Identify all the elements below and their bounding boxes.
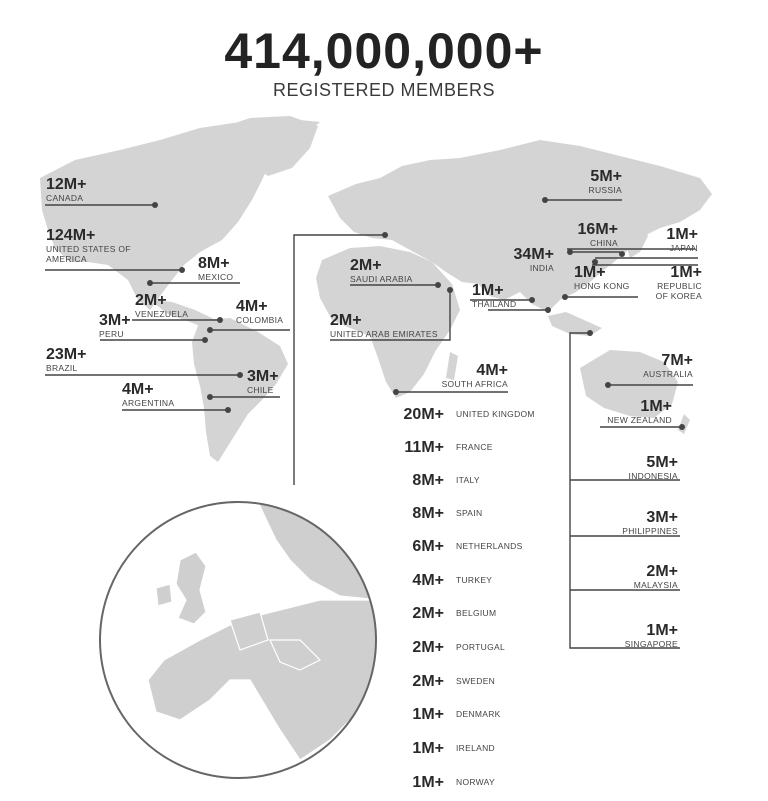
label-japan bbox=[640, 226, 698, 253]
label-philippines bbox=[600, 509, 678, 536]
label-singapore bbox=[600, 622, 678, 649]
total-members-label: REGISTERED MEMBERS bbox=[272, 80, 496, 100]
europe-inset bbox=[100, 496, 380, 778]
value: 34M+ bbox=[513, 246, 554, 263]
label-korea bbox=[640, 264, 702, 301]
value: 3M+ bbox=[646, 509, 678, 526]
label-usa bbox=[46, 227, 131, 264]
value: 11M+ bbox=[404, 439, 444, 456]
name: JAPAN bbox=[669, 243, 698, 253]
europe-row-denmark bbox=[396, 706, 501, 726]
label-south-africa bbox=[430, 362, 508, 389]
label-chile bbox=[247, 368, 279, 395]
value: 1M+ bbox=[646, 622, 678, 639]
name: AUSTRALIA bbox=[643, 369, 693, 379]
value: 8M+ bbox=[412, 505, 444, 522]
name: INDIA bbox=[529, 263, 554, 273]
name: THAILAND bbox=[472, 299, 517, 309]
value: 2M+ bbox=[350, 257, 382, 274]
label-venezuela bbox=[135, 292, 188, 319]
name: FRANCE bbox=[456, 442, 493, 452]
value: 2M+ bbox=[330, 312, 362, 329]
europe-row-norway bbox=[396, 774, 495, 794]
label-colombia bbox=[236, 298, 283, 325]
value: 7M+ bbox=[661, 352, 693, 369]
value: 2M+ bbox=[646, 563, 678, 580]
value: 20M+ bbox=[403, 406, 444, 423]
value: 1M+ bbox=[574, 264, 606, 281]
value: 4M+ bbox=[236, 298, 268, 315]
name-line1: REPUBLIC bbox=[657, 281, 702, 291]
name: ITALY bbox=[456, 475, 480, 485]
europe-row-uk bbox=[396, 406, 535, 426]
value: 1M+ bbox=[412, 774, 444, 791]
name: ARGENTINA bbox=[122, 398, 175, 408]
name-line2: OF KOREA bbox=[655, 291, 702, 301]
name: UNITED ARAB EMIRATES bbox=[330, 329, 438, 339]
europe-row-netherlands bbox=[396, 538, 523, 558]
name: INDONESIA bbox=[628, 471, 678, 481]
name: COLOMBIA bbox=[236, 315, 284, 325]
name: CHINA bbox=[590, 238, 618, 248]
europe-row-france bbox=[396, 439, 493, 459]
name: HONG KONG bbox=[574, 281, 630, 291]
name: SAUDI ARABIA bbox=[350, 274, 413, 284]
value: 1M+ bbox=[666, 226, 698, 243]
europe-row-sweden bbox=[396, 673, 495, 693]
name-line1: UNITED STATES OF bbox=[46, 244, 131, 254]
value: 5M+ bbox=[646, 454, 678, 471]
value: 1M+ bbox=[412, 706, 444, 723]
value: 12M+ bbox=[46, 176, 87, 193]
label-thailand bbox=[472, 282, 516, 309]
name: IRELAND bbox=[456, 743, 495, 753]
value: 5M+ bbox=[590, 168, 622, 185]
value: 2M+ bbox=[412, 673, 444, 690]
name: MALAYSIA bbox=[633, 580, 678, 590]
name: BELGIUM bbox=[456, 608, 497, 618]
name: NORWAY bbox=[456, 777, 495, 787]
name: SWEDEN bbox=[456, 676, 496, 686]
name: TURKEY bbox=[456, 575, 493, 585]
name: VENEZUELA bbox=[135, 309, 189, 319]
name: RUSSIA bbox=[588, 185, 622, 195]
value: 1M+ bbox=[640, 398, 672, 415]
label-brazil bbox=[46, 346, 86, 373]
europe-row-spain bbox=[396, 505, 482, 525]
label-australia bbox=[620, 352, 693, 379]
name: SOUTH AFRICA bbox=[441, 379, 508, 389]
label-indonesia bbox=[600, 454, 678, 481]
label-uae bbox=[330, 312, 438, 339]
value: 6M+ bbox=[412, 538, 444, 555]
name: PORTUGAL bbox=[456, 642, 506, 652]
name-line2: AMERICA bbox=[46, 254, 87, 264]
value: 2M+ bbox=[412, 605, 444, 622]
value: 3M+ bbox=[99, 312, 131, 329]
name: CHILE bbox=[247, 385, 274, 395]
europe-row-turkey bbox=[396, 572, 492, 592]
value: 4M+ bbox=[412, 572, 444, 589]
europe-row-portugal bbox=[396, 639, 505, 659]
label-argentina bbox=[122, 381, 174, 408]
name: MEXICO bbox=[198, 272, 234, 282]
name: SPAIN bbox=[456, 508, 483, 518]
value: 8M+ bbox=[412, 472, 444, 489]
new-zealand-landmass bbox=[678, 414, 690, 434]
label-hong-kong bbox=[574, 264, 630, 291]
total-members-count: 414,000,000+ bbox=[224, 23, 544, 79]
label-saudi-arabia bbox=[350, 257, 413, 284]
value: 4M+ bbox=[476, 362, 508, 379]
value: 124M+ bbox=[46, 227, 96, 244]
name: CANADA bbox=[46, 193, 84, 203]
value: 2M+ bbox=[412, 639, 444, 656]
label-india bbox=[504, 246, 554, 273]
name: NEW ZEALAND bbox=[607, 415, 672, 425]
label-mexico bbox=[198, 255, 233, 282]
value: 8M+ bbox=[198, 255, 230, 272]
name: PHILIPPINES bbox=[622, 526, 678, 536]
name: SINGAPORE bbox=[624, 639, 678, 649]
label-russia bbox=[570, 168, 622, 195]
value: 23M+ bbox=[46, 346, 87, 363]
name: BRAZIL bbox=[46, 363, 78, 373]
label-new-zealand bbox=[598, 398, 672, 425]
label-peru bbox=[99, 312, 131, 339]
europe-row-ireland bbox=[396, 740, 495, 760]
value: 1M+ bbox=[472, 282, 504, 299]
name: NETHERLANDS bbox=[456, 541, 523, 551]
europe-row-italy bbox=[396, 472, 480, 492]
value: 2M+ bbox=[135, 292, 167, 309]
label-canada bbox=[46, 176, 86, 203]
label-malaysia bbox=[600, 563, 678, 590]
europe-row-belgium bbox=[396, 605, 496, 625]
name: PERU bbox=[99, 329, 124, 339]
name: DENMARK bbox=[456, 709, 501, 719]
value: 16M+ bbox=[577, 221, 618, 238]
name: UNITED KINGDOM bbox=[456, 409, 535, 419]
label-china bbox=[568, 221, 618, 248]
value: 3M+ bbox=[247, 368, 279, 385]
value: 1M+ bbox=[670, 264, 702, 281]
value: 1M+ bbox=[412, 740, 444, 757]
value: 4M+ bbox=[122, 381, 154, 398]
